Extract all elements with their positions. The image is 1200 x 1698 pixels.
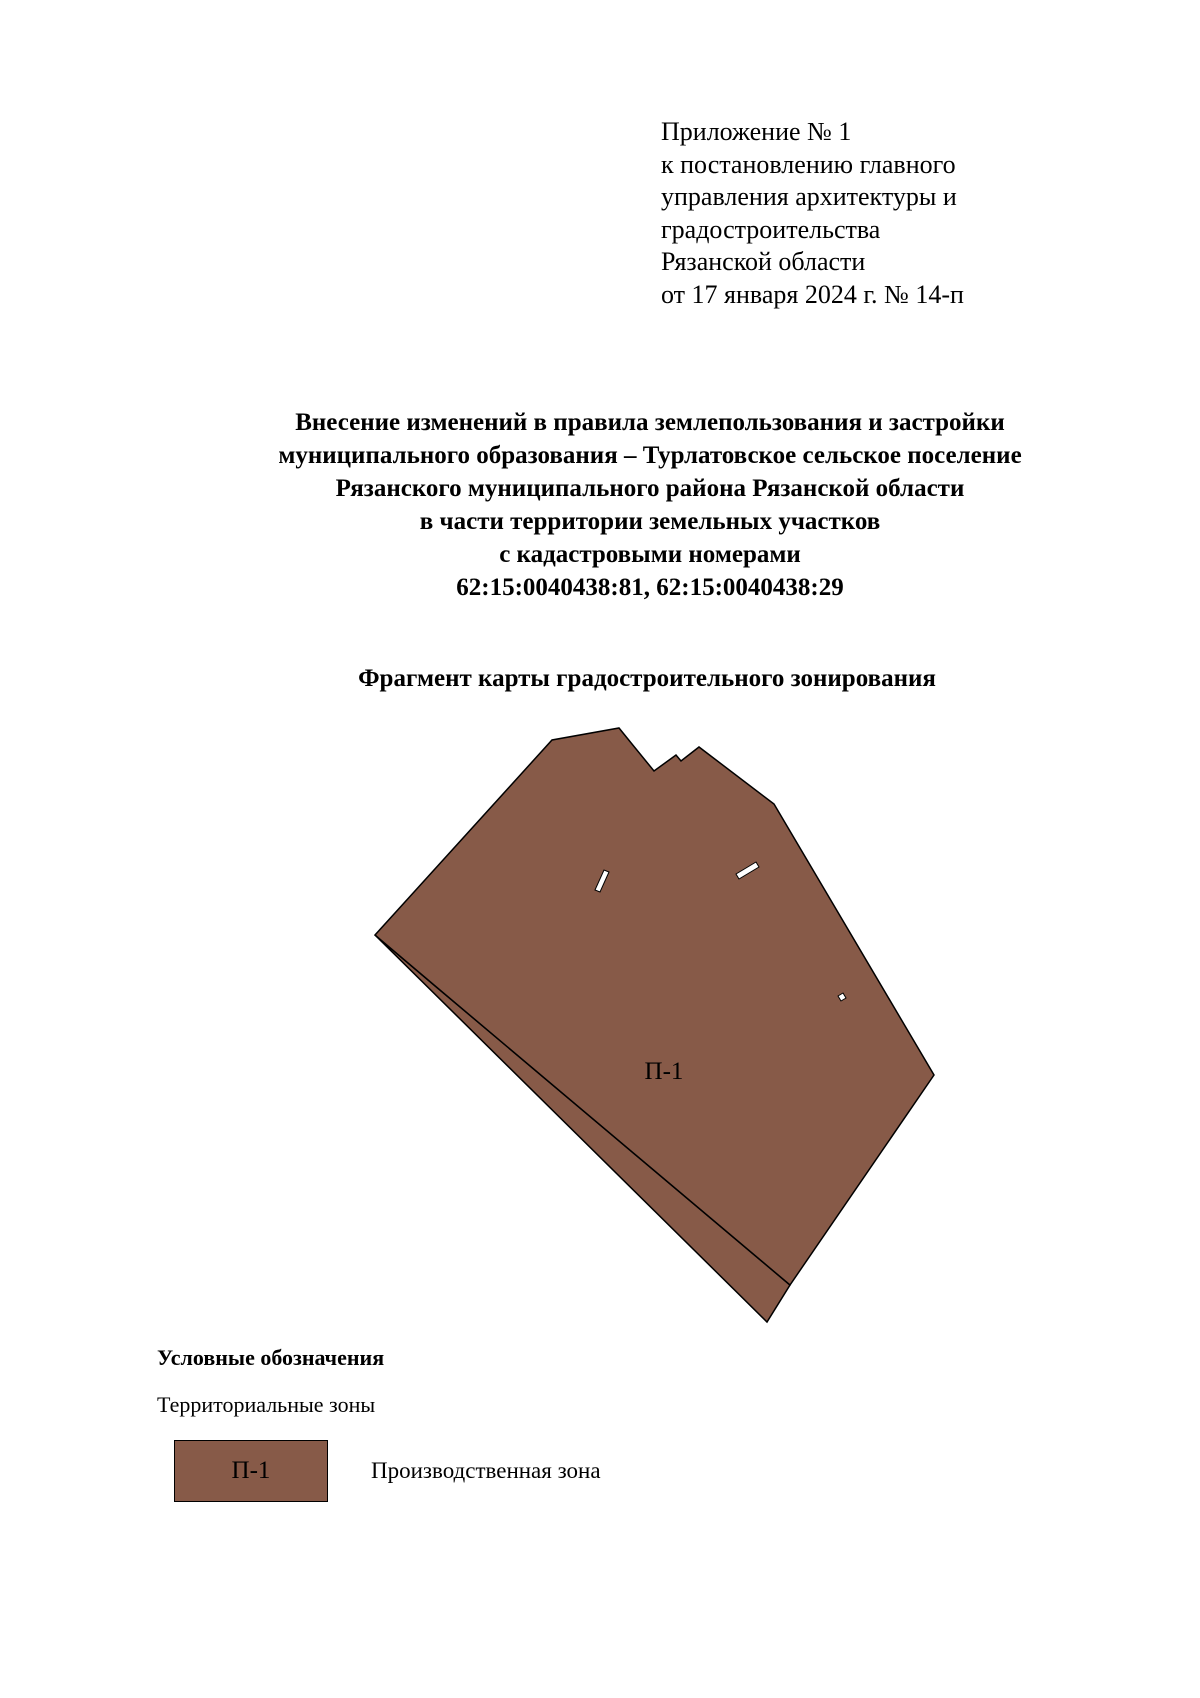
title-line: муниципального образования – Турлатовское сельское поселение — [278, 442, 1022, 469]
appendix-line: градостроительства — [661, 214, 881, 244]
appendix-line: Рязанской области — [661, 247, 866, 276]
appendix-line: от 17 января 2024 г. № 14-п — [661, 279, 964, 309]
legend-swatch-code: П-1 — [231, 1457, 271, 1484]
legend-swatch-p1 — [174, 1440, 328, 1502]
title-line: 62:15:0040438:81, 62:15:0040438:29 — [456, 574, 844, 601]
appendix-line: управления архитектуры и — [661, 182, 957, 211]
appendix-line: к постановлению главного — [661, 149, 956, 179]
legend-label-p1: Производственная зона — [371, 1458, 601, 1483]
legend-subtitle: Территориальные зоны — [157, 1392, 376, 1417]
map-caption: Фрагмент карты градостроительного зонирования — [358, 665, 936, 692]
title-line: Рязанского муниципального района Рязанской области — [335, 475, 965, 502]
title-line: в части территории земельных участков — [419, 508, 881, 535]
legend-title: Условные обозначения — [157, 1345, 385, 1370]
title-line: Внесение изменений в правила землепользования и застройки — [295, 409, 1005, 436]
appendix-line: Приложение № 1 — [661, 117, 852, 146]
zone-label: П-1 — [644, 1058, 684, 1085]
title-line: с кадастровыми номерами — [499, 541, 801, 568]
